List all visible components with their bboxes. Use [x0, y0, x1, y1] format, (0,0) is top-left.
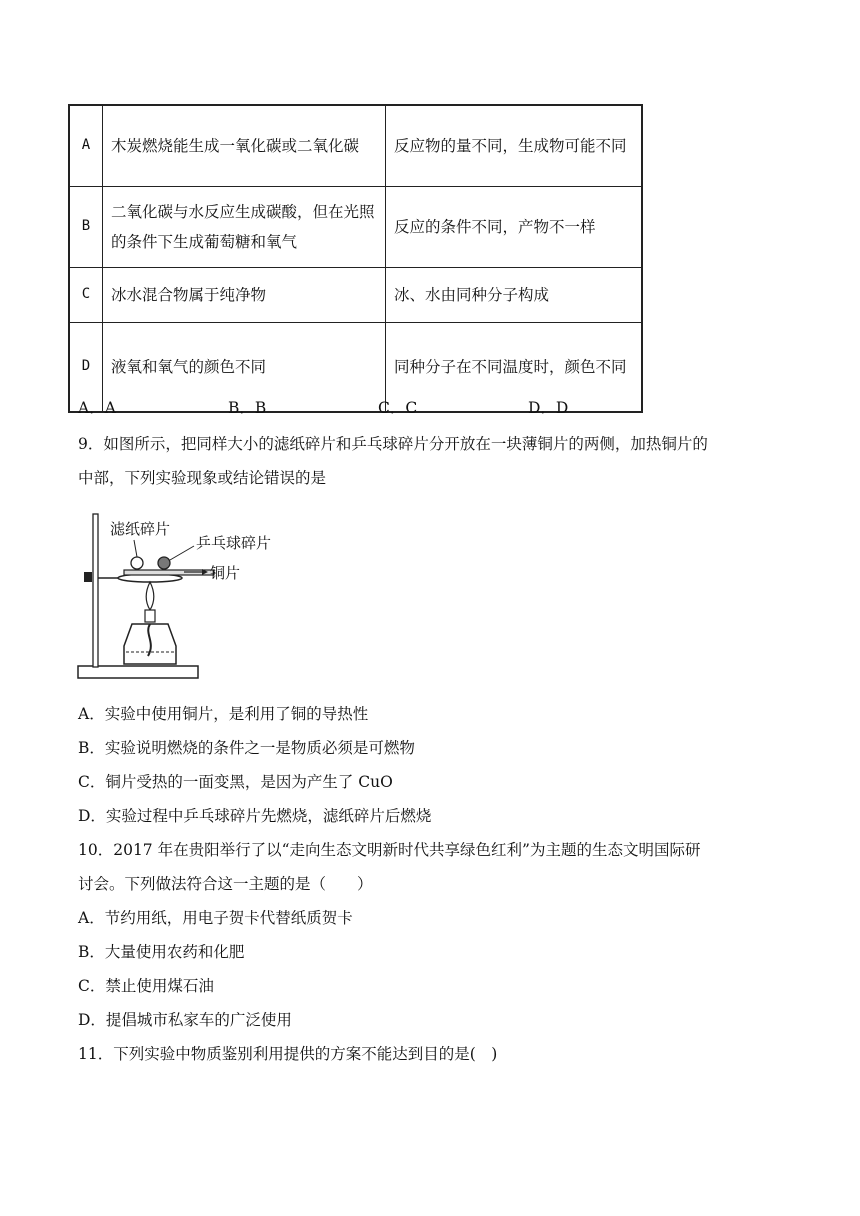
- row-letter: B: [69, 187, 103, 268]
- statement-cell: 木炭燃烧能生成一氧化碳或二氧化碳: [103, 105, 386, 187]
- q10-stem-line1: 10．2017 年在贵阳举行了以“走向生态文明新时代共享绿色红利”为主题的生态文明国际研: [78, 841, 701, 859]
- label-pingpong: 乒乓球碎片: [196, 534, 272, 552]
- reason-cell: 反应物的量不同，生成物可能不同: [386, 105, 643, 187]
- table-row: [69, 268, 642, 323]
- reason-cell: 反应的条件不同，产物不一样: [386, 187, 643, 268]
- reason-cell: 冰、水由同种分子构成: [386, 268, 643, 323]
- q10-option-b[interactable]: B．大量使用农药和化肥: [78, 943, 245, 961]
- table-row: [69, 187, 642, 268]
- apparatus-diagram: [72, 506, 282, 682]
- q11-stem: 11．下列实验中物质鉴别利用提供的方案不能达到目的是( ): [78, 1045, 498, 1063]
- pingpong-piece: [158, 557, 170, 569]
- row-letter: C: [69, 268, 103, 323]
- reason-cell: 同种分子在不同温度时，颜色不同: [386, 323, 643, 413]
- q10-option-c[interactable]: C．禁止使用煤石油: [78, 977, 214, 995]
- stand-rod: [93, 514, 98, 667]
- experiment-figure: [72, 506, 282, 682]
- row-letter: D: [69, 323, 103, 413]
- stand-base: [78, 666, 198, 678]
- label-copper: 铜片: [210, 564, 241, 582]
- row-letter: A: [69, 105, 103, 187]
- choice-a[interactable]: A．A: [78, 399, 116, 417]
- statement-cell: 冰水混合物属于纯净物: [103, 268, 386, 323]
- choice-b[interactable]: B．B: [228, 399, 267, 417]
- q9-option-a[interactable]: A．实验中使用铜片，是利用了铜的导热性: [78, 705, 369, 723]
- statement-cell: 二氧化碳与水反应生成碳酸，但在光照的条件下生成葡萄糖和氧气: [103, 187, 386, 268]
- statement-table: [68, 104, 643, 413]
- q9-option-c[interactable]: C．铜片受热的一面变黑，是因为产生了 CuO: [78, 773, 393, 791]
- q9-stem-line1: 9．如图所示，把同样大小的滤纸碎片和乒乓球碎片分开放在一块薄铜片的两侧，加热铜片的: [78, 435, 708, 453]
- q10-option-d[interactable]: D．提倡城市私家车的广泛使用: [78, 1011, 292, 1029]
- clamp: [84, 572, 92, 582]
- table-row: [69, 105, 642, 187]
- choice-c[interactable]: C．C: [378, 399, 418, 417]
- q9-stem-line2: 中部，下列实验现象或结论错误的是: [78, 469, 327, 487]
- q10-stem-line2: 讨会。下列做法符合这一主题的是（ ）: [78, 875, 373, 893]
- q9-option-d[interactable]: D．实验过程中乒乓球碎片先燃烧，滤纸碎片后燃烧: [78, 807, 432, 825]
- filter-paper-piece: [131, 557, 143, 569]
- q9-option-b[interactable]: B．实验说明燃烧的条件之一是物质必须是可燃物: [78, 739, 415, 757]
- choice-d[interactable]: D．D: [528, 399, 569, 417]
- flame: [146, 582, 154, 610]
- label-filter-paper: 滤纸碎片: [110, 520, 171, 538]
- lamp-wick-holder: [145, 610, 155, 622]
- q10-option-a[interactable]: A．节约用纸，用电子贺卡代替纸质贺卡: [78, 909, 353, 927]
- statement-cell: 液氧和氧气的颜色不同: [103, 323, 386, 413]
